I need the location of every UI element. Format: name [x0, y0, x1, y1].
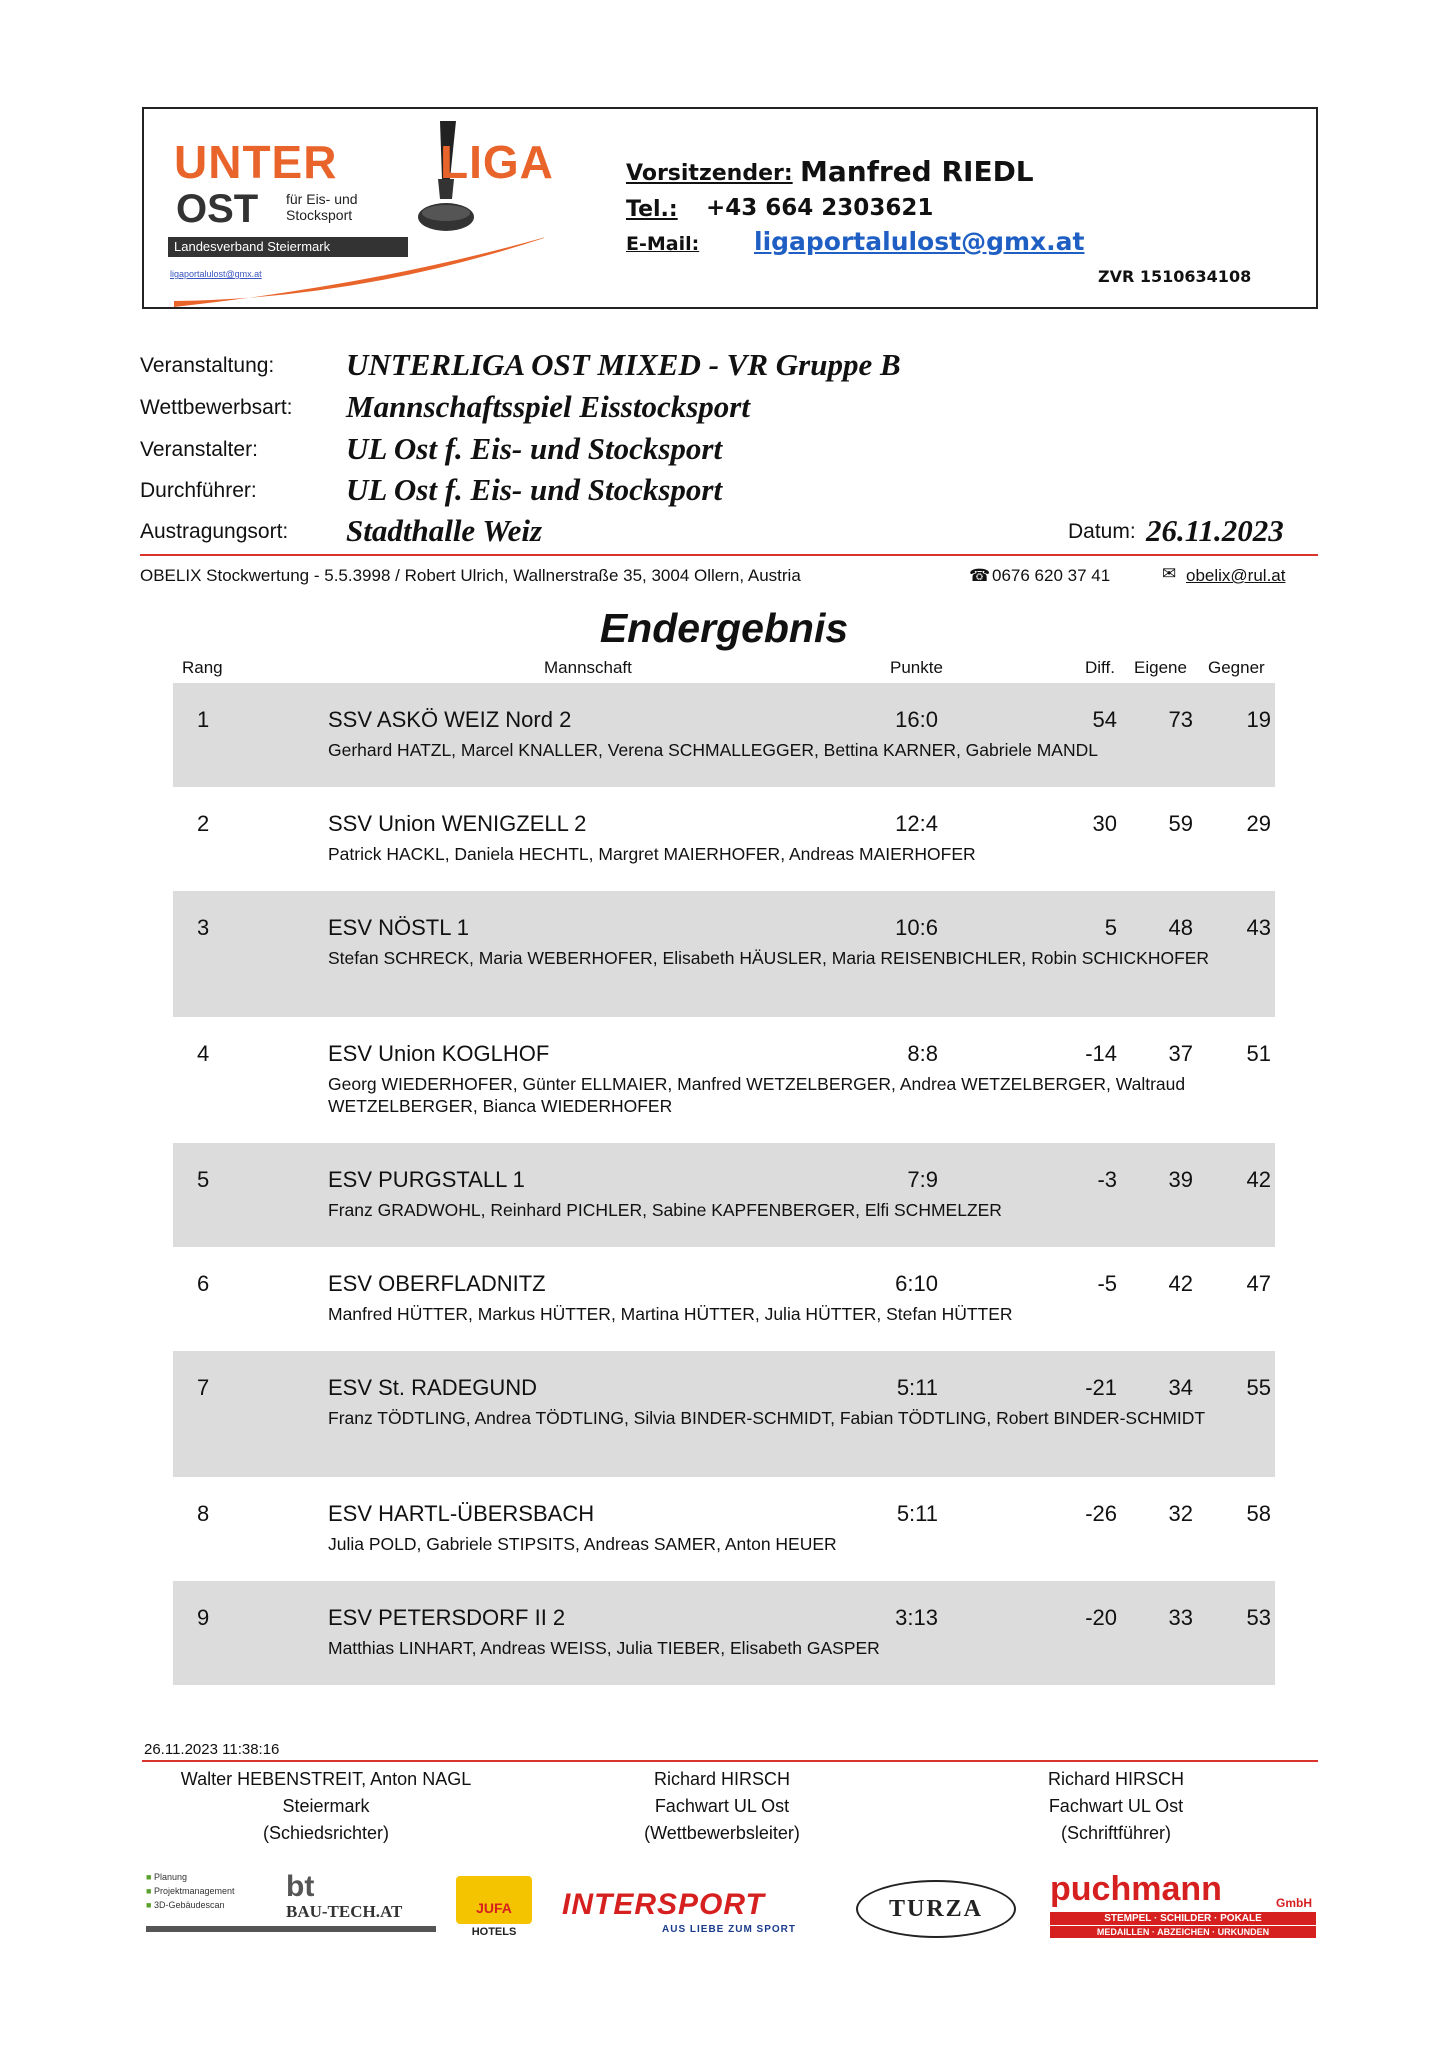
row-rank: 3: [197, 915, 210, 940]
row-rank: 7: [197, 1375, 210, 1400]
row-rank: 4: [197, 1041, 210, 1066]
row-rank: 5: [197, 1167, 210, 1192]
label-wettbewerbsart: Wettbewerbsart:: [140, 396, 293, 419]
value-austragungsort: Stadthalle Weiz: [346, 513, 543, 548]
row-rank: 6: [197, 1271, 210, 1296]
signature-recorder: [906, 1766, 1326, 1847]
row-players: Julia POLD, Gabriele STIPSITS, Andreas SAMER, Anton HEUER: [328, 1534, 837, 1554]
row-team: ESV OBERFLADNITZ: [328, 1271, 546, 1296]
sponsor-jufa-logo: [456, 1876, 532, 1944]
puchmann-line2: MEDAILLEN · ABZEICHEN · URKUNDEN: [1050, 1926, 1316, 1938]
row-players: Stefan SCHRECK, Maria WEBERHOFER, Elisabeth HÄUSLER, Maria REISENBICHLER, Robin SCHICKHOFER: [328, 948, 1210, 968]
puchmann-text: puchmann: [1050, 1870, 1222, 1908]
table-row: [173, 1351, 1275, 1477]
sponsor-puchmann-logo: [1050, 1870, 1320, 1940]
page-title: Endergebnis: [599, 605, 849, 651]
signature-competition-lead: [512, 1766, 932, 1847]
row-opp: 19: [1246, 707, 1271, 732]
label-austragungsort: Austragungsort:: [140, 520, 289, 543]
envelope-icon: ✉: [1162, 564, 1177, 583]
row-team: SSV Union WENIGZELL 2: [328, 811, 587, 836]
row-opp: 42: [1246, 1167, 1271, 1192]
logo-subtitle: für Eis- und Stocksport: [286, 191, 358, 223]
row-score: 10:6: [895, 915, 938, 940]
row-own: 37: [1168, 1041, 1193, 1066]
table-row: [173, 891, 1275, 1017]
row-team: ESV Union KOGLHOF: [328, 1041, 550, 1066]
row-opp: 29: [1246, 811, 1271, 836]
row-players: Patrick HACKL, Daniela HECHTL, Margret MAIERHOFER, Andreas MAIERHOFER: [328, 844, 976, 864]
mail-link[interactable]: obelix@rul.at: [1186, 566, 1286, 585]
value-wettbewerbsart: Mannschaftsspiel Eisstocksport: [346, 389, 750, 424]
row-diff: -5: [1097, 1271, 1117, 1296]
intersport-text: INTERSPORT: [562, 1888, 765, 1921]
tel-label: Tel.:: [626, 197, 678, 222]
label-veranstaltung: Veranstaltung:: [140, 354, 275, 377]
row-team: ESV NÖSTL 1: [328, 915, 470, 940]
row-diff: -20: [1085, 1605, 1117, 1630]
row-own: 32: [1168, 1501, 1193, 1526]
row-score: 5:11: [896, 1375, 938, 1400]
row-score: 3:13: [895, 1605, 938, 1630]
value-durchfuehrer: UL Ost f. Eis- und Stocksport: [346, 472, 723, 507]
row-players: Manfred HÜTTER, Markus HÜTTER, Martina HÜTTER, Julia HÜTTER, Stefan HÜTTER: [328, 1304, 1013, 1324]
row-diff: -21: [1085, 1375, 1117, 1400]
signature-name: Walter HEBENSTREIT, Anton NAGL: [180, 1769, 472, 1789]
chair-name: Manfred RIEDL: [800, 155, 1034, 188]
signature-org: Fachwart UL Ost: [1048, 1796, 1184, 1816]
row-score: 6:10: [895, 1271, 938, 1296]
jufa-sub: HOTELS: [471, 1926, 517, 1938]
logo-word-liga: LIGA: [440, 136, 554, 188]
row-score: 5:11: [896, 1501, 938, 1526]
signature-name: Richard HIRSCH: [1047, 1769, 1185, 1789]
row-team: SSV ASKÖ WEIZ Nord 2: [328, 707, 572, 732]
label-veranstalter: Veranstalter:: [140, 438, 258, 461]
row-diff: 5: [1104, 915, 1117, 940]
letterhead-box: [142, 107, 1318, 309]
row-rank: 9: [197, 1605, 210, 1630]
telephone-icon: ☎: [969, 566, 991, 585]
logo-email: ligaportalulost@gmx.at: [170, 269, 262, 279]
logo-word-unter: UNTER: [174, 136, 338, 188]
sponsor-bautech-logo: ■ Planung ■ Projektmanagement ■ 3D-Gebäudescan bt BAU-TECH.AT: [146, 1870, 436, 1934]
table-row: [173, 1581, 1275, 1685]
logo-band: Landesverband Steiermark: [168, 237, 408, 257]
footer-divider: [142, 1760, 1318, 1762]
value-veranstaltung: UNTERLIGA OST MIXED - VR Gruppe B: [346, 347, 901, 382]
row-score: 16:0: [895, 707, 938, 732]
row-own: 33: [1168, 1605, 1193, 1630]
row-rank: 8: [197, 1501, 210, 1526]
row-diff: -14: [1085, 1041, 1117, 1066]
zvr-number: ZVR 1510634108: [1098, 267, 1252, 286]
table-row: [173, 683, 1275, 787]
row-diff: -3: [1097, 1167, 1117, 1192]
table-row: [173, 1017, 1275, 1143]
signature-referee: [116, 1766, 536, 1847]
table-row: [173, 787, 1275, 891]
chair-label: Vorsitzender:: [626, 161, 793, 186]
date-label: Datum:: [1068, 520, 1136, 543]
row-score: 12:4: [895, 811, 938, 836]
turza-text: TURZA: [888, 1896, 983, 1922]
table-row: [173, 1247, 1275, 1351]
label-durchfuehrer: Durchführer:: [140, 479, 257, 502]
col-rank: Rang: [182, 658, 223, 677]
col-own: Eigene: [1134, 658, 1187, 677]
row-diff: 30: [1092, 811, 1117, 836]
signature-role: (Wettbewerbsleiter): [644, 1823, 800, 1843]
phone-number: 0676 620 37 41: [992, 566, 1111, 585]
email-label: E-Mail:: [626, 233, 700, 255]
row-opp: 53: [1246, 1605, 1271, 1630]
intersport-sub: AUS LIEBE ZUM SPORT: [662, 1924, 797, 1935]
row-diff: -26: [1085, 1501, 1117, 1526]
puchmann-gmbh: GmbH: [1276, 1896, 1312, 1910]
value-veranstalter: UL Ost f. Eis- und Stocksport: [346, 431, 723, 466]
row-players: Franz TÖDTLING, Andrea TÖDTLING, Silvia BINDER-SCHMIDT, Fabian TÖDTLING, Robert BINDER-SCHMIDT: [328, 1408, 1206, 1428]
signature-name: Richard HIRSCH: [653, 1769, 791, 1789]
row-own: 34: [1168, 1375, 1193, 1400]
bt-line: Projektmanagement: [153, 1886, 235, 1896]
row-team: ESV PURGSTALL 1: [328, 1167, 525, 1192]
table-row: [173, 1477, 1275, 1581]
col-opp: Gegner: [1208, 658, 1265, 677]
row-rank: 1: [197, 707, 210, 732]
col-points: Punkte: [890, 658, 943, 677]
row-own: 42: [1168, 1271, 1193, 1296]
row-own: 73: [1168, 707, 1193, 732]
row-score: 7:9: [907, 1167, 938, 1192]
row-rank: 2: [197, 811, 210, 836]
footer-timestamp: 26.11.2023 11:38:16: [144, 1741, 280, 1758]
signature-org: Fachwart UL Ost: [654, 1796, 790, 1816]
sponsor-intersport-logo: [562, 1888, 852, 1938]
row-team: ESV St. RADEGUND: [328, 1375, 538, 1400]
jufa-text: JUFA: [476, 1900, 512, 1916]
col-team: Mannschaft: [544, 658, 632, 677]
email-link[interactable]: ligaportalulost@gmx.at: [754, 227, 1085, 256]
row-team: ESV HARTL-ÜBERSBACH: [328, 1501, 595, 1526]
row-score: 8:8: [907, 1041, 938, 1066]
row-opp: 43: [1246, 915, 1271, 940]
signature-role: (Schriftführer): [1060, 1823, 1172, 1843]
logo-word-ost: OST: [176, 187, 259, 231]
puchmann-line1: STEMPEL · SCHILDER · POKALE: [1050, 1912, 1316, 1925]
row-own: 59: [1168, 811, 1193, 836]
table-row: [173, 1143, 1275, 1247]
tel-value: +43 664 2303621: [706, 195, 934, 221]
row-own: 48: [1168, 915, 1193, 940]
row-opp: 55: [1246, 1375, 1271, 1400]
divider-line: [140, 554, 1318, 556]
sponsor-turza-logo: [856, 1880, 1016, 1938]
date-value: 26.11.2023: [1146, 513, 1284, 548]
row-opp: 47: [1246, 1271, 1271, 1296]
software-line: OBELIX Stockwertung - 5.5.3998 / Robert Ulrich, Wallnerstraße 35, 3004 Ollern, Austria: [140, 566, 801, 585]
row-players: Gerhard HATZL, Marcel KNALLER, Verena SCHMALLEGGER, Bettina KARNER, Gabriele MANDL: [328, 740, 1098, 760]
row-players: Georg WIEDERHOFER, Günter ELLMAIER, Manfred WETZELBERGER, Andrea WETZELBERGER, Waltraud WETZELBERGER, Bianca WIEDERHOFER: [328, 1074, 1186, 1116]
row-own: 39: [1168, 1167, 1193, 1192]
signature-role: (Schiedsrichter): [262, 1823, 390, 1843]
bt-line: 3D-Gebäudescan: [153, 1900, 225, 1910]
row-players: Matthias LINHART, Andreas WEISS, Julia TIEBER, Elisabeth GASPER: [328, 1638, 880, 1658]
bt-line: Planung: [153, 1872, 187, 1882]
col-diff: Diff.: [1085, 658, 1115, 677]
bt-name: BAU-TECH.AT: [286, 1902, 403, 1921]
row-opp: 58: [1246, 1501, 1271, 1526]
signature-org: Steiermark: [282, 1796, 370, 1816]
row-diff: 54: [1092, 707, 1117, 732]
row-opp: 51: [1246, 1041, 1271, 1066]
row-team: ESV PETERSDORF II 2: [328, 1605, 566, 1630]
row-players: Franz GRADWOHL, Reinhard PICHLER, Sabine KAPFENBERGER, Elfi SCHMELZER: [328, 1200, 1002, 1220]
